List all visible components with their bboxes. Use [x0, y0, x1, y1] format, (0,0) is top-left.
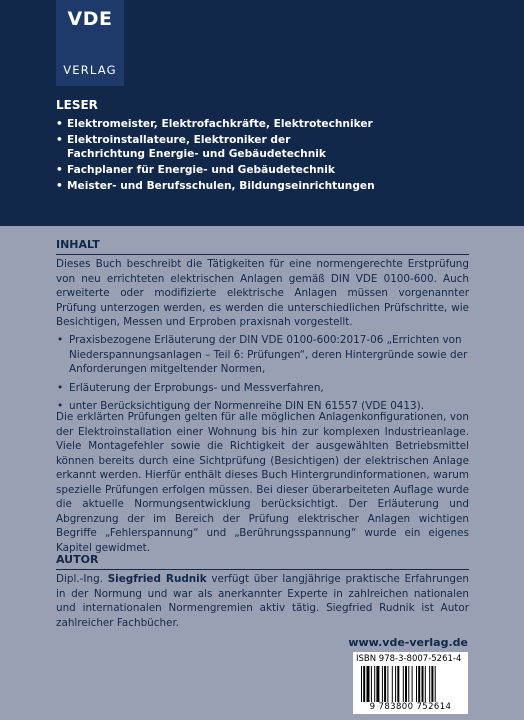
barcode-bar: [429, 666, 430, 702]
barcode-bar: [376, 666, 379, 702]
audience-item: • Elektroinstallateure, Elektroniker der Fachrichtung Energie- und Gebäudetechnik: [56, 133, 357, 162]
barcode-bar: [405, 666, 407, 702]
audience-item: • Elektromeister, Elektrofachkräfte, Elektrotechniker: [56, 117, 375, 131]
barcode-bar: [367, 666, 370, 702]
audience-item: • Meister- und Berufsschulen, Bildungseinrichtungen: [56, 179, 375, 193]
barcode-digits: 9 783800 752614: [369, 702, 452, 712]
content-bullet: • Erläuterung der Erprobungs- und Messverfahren,: [56, 381, 469, 396]
barcode-bar: [361, 666, 362, 702]
author-name: Siegfried Rudnik: [107, 573, 207, 585]
isbn-barcode-box: [353, 652, 468, 714]
content-body: Die erklärten Prüfungen gelten für alle möglichen Anlagenkonfigurationen, von der Elektroinstallation einer Wohnung bis hin zur komplexen Industrieanlage. Viele Montagefehler sowie die Richtigkeit der ausgewählten Betriebsmittel können bereits durch eine Sichtprüfung (Besichtigen) der elektrischen Anlage erkannt werden. Hierfür enthält dieses Buch Hintergrundinformationen, warum spezielle Prüfungen erfolgen müssen. Bei dieser überarbeiteten Auflage wurde die aktuelle Normungsentwicklung berücksichtigt. Der Erläuterung und Abgrenzung der im Bereich der Prüfung elektrischer Anlagen wichtigen Begriffe „Fehlerspannung“ und „Berührungsspannung“ wurde ein eigenes Kapitel gewidmet.: [56, 411, 469, 554]
content-bullet: • Praxisbezogene Erläuterung der DIN VDE 0100-600:2017-06 „Errichten von Niederspannungsanlagen – Teil 6: Prüfungen“, deren Hintergründe sowie der Anforderungen mitgeltender Normen,: [56, 333, 469, 377]
author-text: verfügt über langjährige praktische Erfahrungen in der Normung und war als anerkannter Experte in zahlreichen nationalen und internationalen Normengremien aktiv tätig. Siegfried Rudnik ist Autor zahlreicher Fachbücher.: [56, 573, 470, 629]
barcode-bar: [425, 666, 426, 702]
barcode-icon: [361, 666, 460, 702]
barcode-bar: [418, 666, 420, 702]
publisher-url[interactable]: www.vde-verlag.de: [348, 636, 468, 649]
author-bio: [56, 572, 469, 630]
isbn-number: ISBN 978-3-8007-5261-4: [356, 654, 462, 664]
vde-verlag-logo: [56, 0, 124, 86]
barcode-bar: [374, 666, 375, 702]
barcode-bar: [371, 666, 372, 702]
barcode-bar: [395, 666, 396, 702]
audience-list: [56, 117, 375, 195]
barcode-bar: [384, 666, 386, 702]
content-heading: INHALT: [56, 238, 100, 251]
barcode-bar: [422, 666, 424, 702]
content-bullet: • unter Berücksichtigung der Normenreihe DIN EN 61557 (VDE 0413).: [56, 399, 469, 414]
logo-subtext: VERLAG: [63, 63, 117, 77]
content-intro: Dieses Buch beschreibt die Tätigkeiten für eine normengerechte Erstprüfung von neu errichteten elektrischen Anlagen gemäß DIN VDE 0100-600. Auch erweiterte oder modifizierte elektrische Anlagen müssen vorgenannter Prüfung unterzogen werden, es werden die unterschiedlichen Prüfschritte, wie Besichtigen, Messen und Erproben praxisnah vorgestellt.: [56, 258, 469, 328]
barcode-bar: [382, 666, 383, 702]
barcode-bar: [387, 666, 388, 702]
content-bullet-list: [56, 333, 469, 418]
content-divider: [56, 254, 469, 255]
author-title: Dipl.-Ing.: [56, 573, 108, 585]
barcode-bar: [416, 666, 417, 702]
audience-heading: LESER: [56, 98, 98, 112]
audience-item: • Fachplaner für Energie- und Gebäudetechnik: [56, 163, 375, 177]
barcode-bar: [403, 666, 404, 702]
barcode-bar: [397, 666, 399, 702]
barcode-bar: [363, 666, 365, 702]
logo-text: VDE: [67, 8, 113, 30]
barcode-bar: [412, 666, 413, 702]
top-banner: [0, 0, 524, 226]
author-heading: AUTOR: [56, 553, 99, 566]
barcode-bar: [435, 666, 436, 702]
barcode-bar: [392, 666, 393, 702]
barcode-bar: [431, 666, 433, 702]
author-divider: [56, 569, 469, 570]
barcode-bar: [408, 666, 409, 702]
